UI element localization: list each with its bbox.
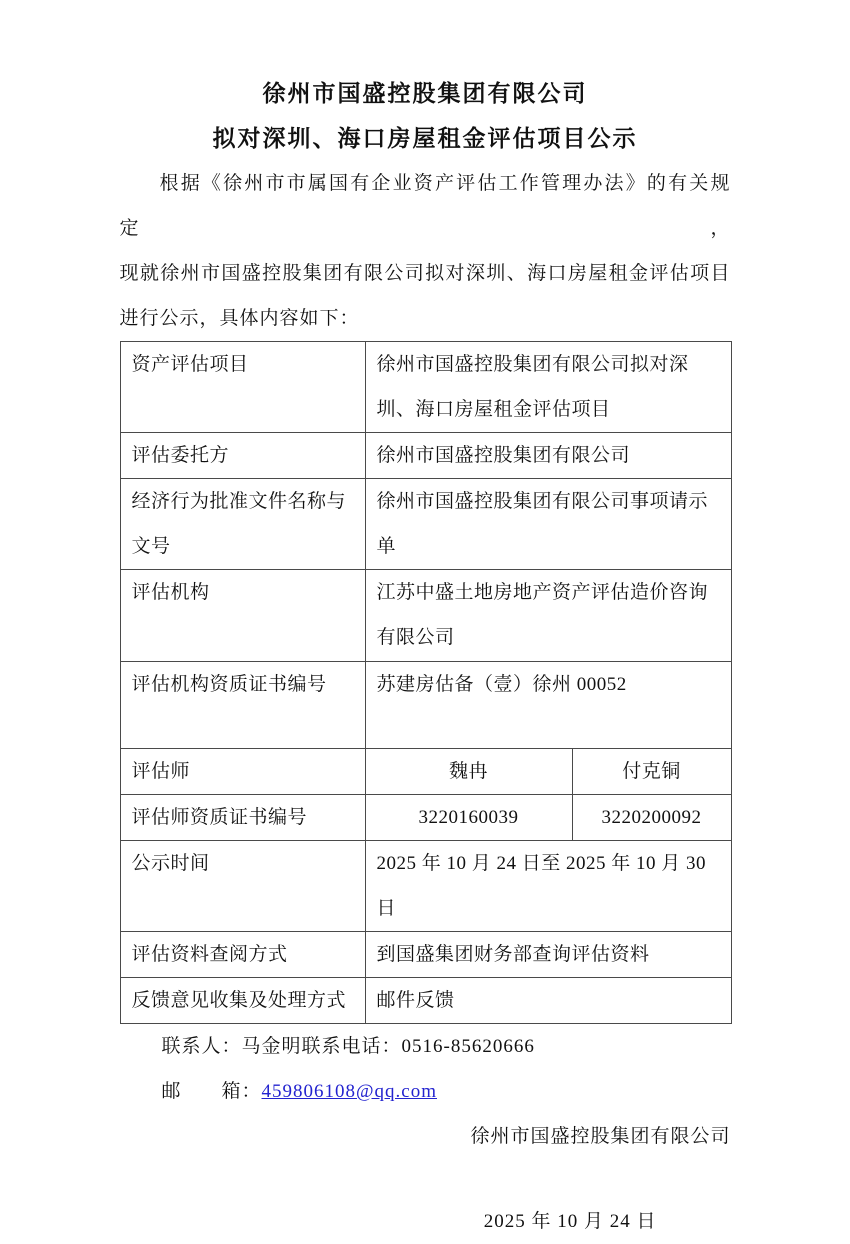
email-link[interactable]: 459806108@qq.com	[261, 1081, 437, 1102]
table-row-agency-certificate	[120, 662, 731, 749]
email-label: 邮 箱：	[161, 1081, 262, 1102]
row-label: 评估师资质证书编号	[120, 795, 365, 841]
table-row-feedback-method	[120, 978, 731, 1024]
table-row-client	[120, 433, 731, 479]
row-label: 评估机构	[120, 570, 365, 662]
row-label: 公示时间	[120, 841, 365, 932]
row-value: 江苏中盛土地房地产资产评估造价咨询有限公司	[365, 570, 731, 662]
contact-line: 联系人：马金明联系电话：0516-85620666	[161, 1036, 535, 1057]
email-line	[162, 1069, 731, 1114]
row-value-certificate-2: 3220200092	[572, 795, 731, 841]
row-value: 徐州市国盛控股集团有限公司事项请示单	[365, 479, 731, 570]
row-value: 徐州市国盛控股集团有限公司	[365, 433, 731, 479]
row-label: 评估资料查阅方式	[120, 932, 365, 978]
row-value: 苏建房估备（壹）徐州 00052	[365, 662, 731, 749]
intro-line-2: 现就徐州市国盛控股集团有限公司拟对深圳、海口房屋租金评估项目	[119, 263, 731, 284]
intro-line-3: 进行公示，具体内容如下：	[119, 308, 360, 329]
table-row-asset-project	[120, 342, 731, 433]
table-row-appraisal-agency	[120, 570, 731, 662]
row-value: 邮件反馈	[365, 978, 731, 1024]
intro-line-1: 根据《徐州市市属国有企业资产评估工作管理办法》的有关规定，	[119, 173, 731, 239]
row-label: 资产评估项目	[120, 342, 365, 433]
row-label: 评估机构资质证书编号	[120, 662, 365, 749]
row-value-appraiser-1: 魏冉	[365, 749, 572, 795]
row-value: 到国盛集团财务部查询评估资料	[365, 932, 731, 978]
announcement-table	[120, 341, 732, 1024]
signature-date: 2025 年 10 月 24 日	[483, 1211, 657, 1232]
row-value-appraiser-2: 付克铜	[572, 749, 731, 795]
row-value: 徐州市国盛控股集团有限公司拟对深圳、海口房屋租金评估项目	[365, 342, 731, 433]
row-value: 2025 年 10 月 24 日至 2025 年 10 月 30 日	[365, 841, 731, 932]
table-row-approval-document	[120, 479, 731, 570]
row-label: 评估委托方	[120, 433, 365, 479]
row-label: 评估师	[120, 749, 365, 795]
table-row-publicity-period	[120, 841, 731, 932]
row-label: 反馈意见收集及处理方式	[120, 978, 365, 1024]
intro-paragraph	[120, 161, 731, 341]
document-body	[120, 161, 731, 1244]
document-title-line-1: 徐州市国盛控股集团有限公司	[262, 80, 588, 106]
signature-company: 徐州市国盛控股集团有限公司	[470, 1126, 731, 1147]
row-label: 经济行为批准文件名称与文号	[120, 479, 365, 570]
table-row-material-access	[120, 932, 731, 978]
document-title-line-2: 拟对深圳、海口房屋租金评估项目公示	[212, 125, 638, 151]
table-row-appraiser-certificates	[120, 795, 731, 841]
row-value-certificate-1: 3220160039	[365, 795, 572, 841]
table-row-appraisers	[120, 749, 731, 795]
